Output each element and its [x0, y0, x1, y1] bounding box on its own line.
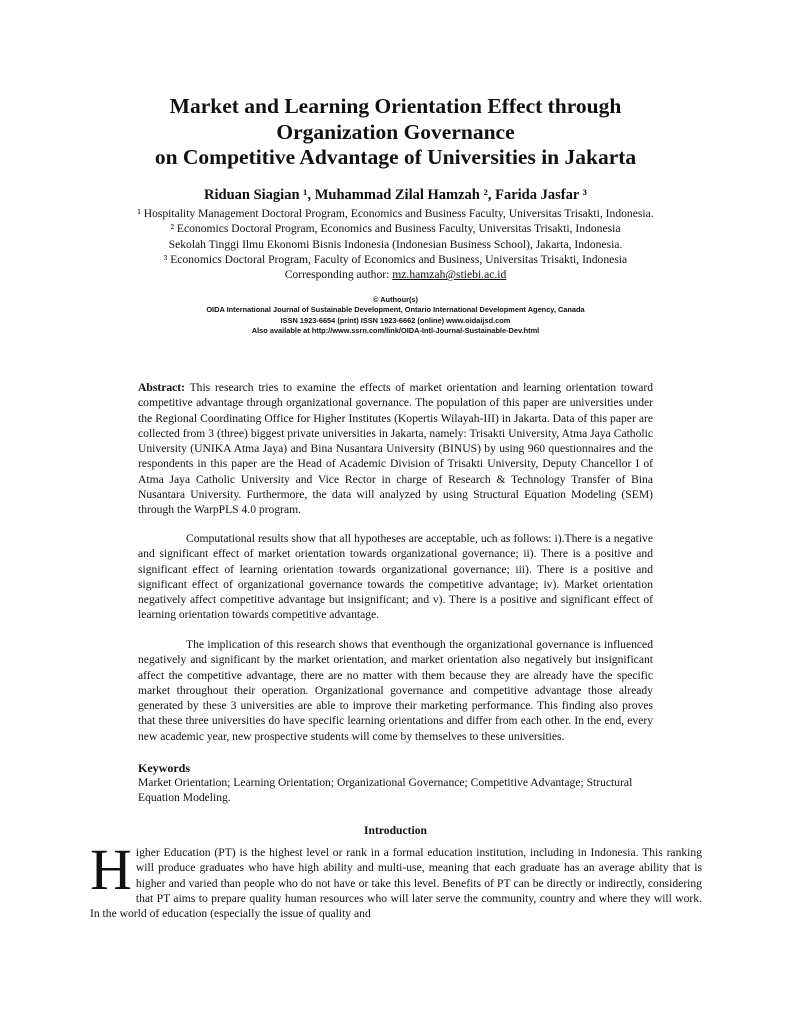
paper-title — [60, 94, 731, 171]
title-line: Organization Governance — [276, 119, 515, 144]
journal-line: OIDA International Journal of Sustainable Development, Ontario International Development Agency, Canada — [206, 305, 585, 315]
abstract-text: This research tries to examine the effects of market orientation and learning orientation toward competitive advantage through organizational governance. The population of this paper are universities under the Regional Coordinating Office for Higher Institutes (Kopertis Wilayah-III) in Jakarta. Data of this paper are collected from 3 (three) biggest private universities in Jakarta, namely: Trisakti University, Atma Jaya Catholic University (UNIKA Atma Jaya) and Bina Nusantara University (BINUS) by using 960 questionnaires and the respondents in this paper are the Head of Academic Division of Trisakti University, Deputy Chancellor I of Atma Jaya Catholic University and Vice Rector in charge of Research & Technology Transfer of Bina Nusantara University. Furthermore, the data will analyzed by using Structural Equation Modeling (SEM) through the WarpPLS 4.0 program. — [138, 381, 653, 517]
title-line: Market and Learning Orientation Effect through — [169, 94, 622, 118]
affiliation-line: ¹ Hospitality Management Doctoral Program, Economics and Business Faculty, Universitas Trisakti, Indonesia. — [137, 207, 654, 220]
affiliation-line: ² Economics Doctoral Program, Economics and Business Faculty, Universitas Trisakti, Indonesia — [170, 222, 621, 236]
introduction-text: igher Education (PT) is the highest level or rank in a formal education institution, including in Indonesia. This ranking will produce graduates who have high ability and multi-use, meaning that each graduate has an average ability that is higher and varied than people who do not have or take this level. Benefits of PT can be directly or indirectly, considering that PT aims to prepare quality human resources who will later serve the community, country and where they will work. In the world of education (especially the issue of quality and — [90, 846, 702, 921]
affiliation-line: ³ Economics Doctoral Program, Faculty of Economics and Business, Universitas Trisakti, Indonesia — [163, 252, 628, 266]
abstract — [138, 380, 653, 518]
corresponding-email-link[interactable]: mz.hamzah@stiebi.ac.id — [392, 268, 507, 282]
author-list: Riduan Siagian ¹, Muhammad Zilal Hamzah ², Farida Jasfar ³ — [204, 187, 587, 203]
implication-paragraph: The implication of this research shows that eventhough the organizational governance is influenced negatively and significant by the market orientation, and market orientation also negatively but insignificant affect the competitive advantage, there are no matter with them because they are already have the specific market throughout their operation. Organizational governance and competitive advantage those already generated by these 3 universities are able to improve their marketing performance. This finding also proves that these three universities do have specific learning orientations and differ from each other. In the end, every new academic year, new prospective students will come by themselves to these universities. — [138, 638, 653, 743]
affiliations — [90, 206, 701, 282]
results-paragraph: Computational results show that all hypotheses are acceptable, uch as follows: i).There is a negative and significant effect of market orientation towards organizational governance; ii). There is a positive and significant effect of learning orientation towards organizational governance; iii). There is a positive and significant effect of organizational governance towards the competitive advantage; iv). Market orientation negatively affect competitive advantage but insignificant; and v). There is a positive and significant effect of learning orientation towards competitive advantage. — [138, 532, 653, 622]
affiliation-line: Sekolah Tinggi Ilmu Ekonomi Bisnis Indonesia (Indonesian Business School), Jakarta, Indonesia. — [168, 237, 623, 251]
title-line: on Competitive Advantage of Universities in Jakarta — [154, 145, 637, 169]
keywords-heading: Keywords — [138, 761, 190, 775]
publication-info — [120, 295, 671, 337]
introduction-paragraph — [90, 837, 702, 921]
copyright-line: © Authour(s) — [373, 295, 418, 304]
availability-line: Also available at http://www.ssrn.com/link/OIDA-Intl-Journal-Sustainable-Dev.html — [251, 326, 540, 336]
drop-cap: H — [90, 837, 132, 902]
issn-line: ISSN 1923-6654 (print) ISSN 1923-6662 (online) www.oidaijsd.com — [280, 315, 511, 325]
introduction-heading: Introduction — [364, 824, 427, 837]
corresponding-label: Corresponding author: — [284, 268, 393, 282]
abstract-label: Abstract: — [138, 381, 186, 394]
keywords-text: Market Orientation; Learning Orientation; Organizational Governance; Competitive Advantage; Structural Equation Modeling. — [138, 776, 633, 805]
